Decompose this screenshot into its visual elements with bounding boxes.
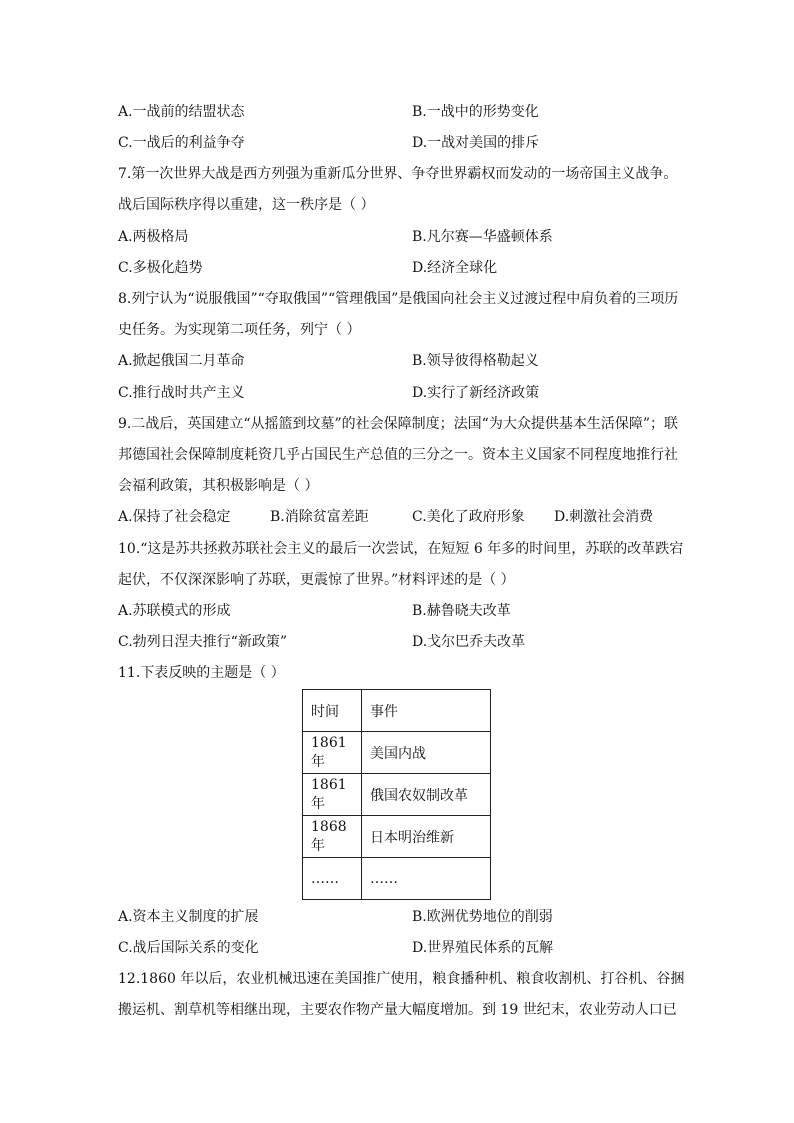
table-row xyxy=(303,816,491,858)
q9-option-b: B.消除贫富差距 xyxy=(270,509,369,525)
q10-option-c: C.勃列日涅夫推行“新政策” xyxy=(118,634,287,650)
table-cell-year: …… xyxy=(303,858,362,900)
q8-option-b: B.领导彼得格勒起义 xyxy=(412,353,539,369)
q10-stem-line2: 起伏，不仅深深影响了苏联，更震惊了世界。”材料评述的是（ ） xyxy=(118,572,515,588)
q10-option-b: B.赫鲁晓夫改革 xyxy=(412,603,511,619)
q11-option-a: A.资本主义制度的扩展 xyxy=(118,909,259,925)
table-cell-event: 日本明治维新 xyxy=(362,816,491,858)
table-header-row xyxy=(303,690,491,732)
table-cell-year: 1861年 xyxy=(303,732,362,774)
q8-stem-line2: 史任务。为实现第二项任务，列宁（ ） xyxy=(118,322,361,338)
q6-option-d: D.一战对美国的排斥 xyxy=(412,135,540,151)
q11-stem-line1: 11.下表反映的主题是（ ） xyxy=(118,665,285,681)
q9-option-d: D.刺激社会消费 xyxy=(554,509,654,525)
q10-option-a: A.苏联模式的形成 xyxy=(118,603,231,619)
table-cell-year: 1861年 xyxy=(303,774,362,816)
table-cell-year: 1868年 xyxy=(303,816,362,858)
q10-stem-line1: 10.“这是苏共拯救苏联社会主义的最后一次尝试，在短短 6 年多的时间里，苏联的改革跌宕 xyxy=(118,541,684,557)
q11-option-b: B.欧洲优势地位的削弱 xyxy=(412,909,553,925)
q9-stem-line2: 邦德国社会保障制度耗资几乎占国民生产总值的三分之一。资本主义国家不同程度地推行社 xyxy=(118,447,678,463)
q7-option-b: B.凡尔赛—华盛顿体系 xyxy=(412,229,553,245)
q7-option-c: C.多极化趋势 xyxy=(118,260,203,276)
q6-option-b: B.一战中的形势变化 xyxy=(412,104,539,120)
table-header-cell: 时间 xyxy=(303,690,362,732)
q8-option-c: C.推行战时共产主义 xyxy=(118,385,245,401)
q10-option-d: D.戈尔巴乔夫改革 xyxy=(412,634,526,650)
q7-option-d: D.经济全球化 xyxy=(412,260,498,276)
q6-option-c: C.一战后的利益争夺 xyxy=(118,135,245,151)
table-cell-event: …… xyxy=(362,858,491,900)
q12-stem-line2: 搬运机、割草机等相继出现，主要农作物产量大幅度增加。到 19 世纪末，农业劳动人口已 xyxy=(118,1002,677,1018)
q8-option-d: D.实行了新经济政策 xyxy=(412,385,540,401)
table-row xyxy=(303,858,491,900)
table-row xyxy=(303,732,491,774)
q9-option-c: C.美化了政府形象 xyxy=(412,509,525,525)
q7-stem-line2: 战后国际秩序得以重建，这一秩序是（ ） xyxy=(118,197,375,213)
table-header-cell: 事件 xyxy=(362,690,491,732)
q7-stem-line1: 7.第一次世界大战是西方列强为重新瓜分世界、争夺世界霸权而发动的一场帝国主义战争。 xyxy=(118,166,678,182)
table-row xyxy=(303,774,491,816)
q11-option-c: C.战后国际关系的变化 xyxy=(118,940,259,956)
q9-stem-line1: 9.二战后，英国建立“从摇篮到坟墓”的社会保障制度；法国“为大众提供基本生活保障”；联 xyxy=(118,416,678,432)
table-cell-event: 俄国农奴制改革 xyxy=(362,774,491,816)
q11-option-d: D.世界殖民体系的瓦解 xyxy=(412,940,554,956)
q6-option-a: A.一战前的结盟状态 xyxy=(118,104,245,120)
q8-option-a: A.掀起俄国二月革命 xyxy=(118,353,245,369)
events-table xyxy=(302,689,491,900)
q7-option-a: A.两极格局 xyxy=(118,229,189,245)
q8-stem-line1: 8.列宁认为“说服俄国”“夺取俄国”“管理俄国”是俄国向社会主义过渡过程中肩负着的三项历 xyxy=(118,291,679,307)
q12-stem-line1: 12.1860 年以后，农业机械迅速在美国推广使用，粮食播种机、粮食收割机、打谷机、谷捆 xyxy=(118,971,685,987)
q9-option-a: A.保持了社会稳定 xyxy=(118,509,231,525)
q9-stem-line3: 会福利政策，其积极影响是（ ） xyxy=(118,478,319,494)
table-cell-event: 美国内战 xyxy=(362,732,491,774)
